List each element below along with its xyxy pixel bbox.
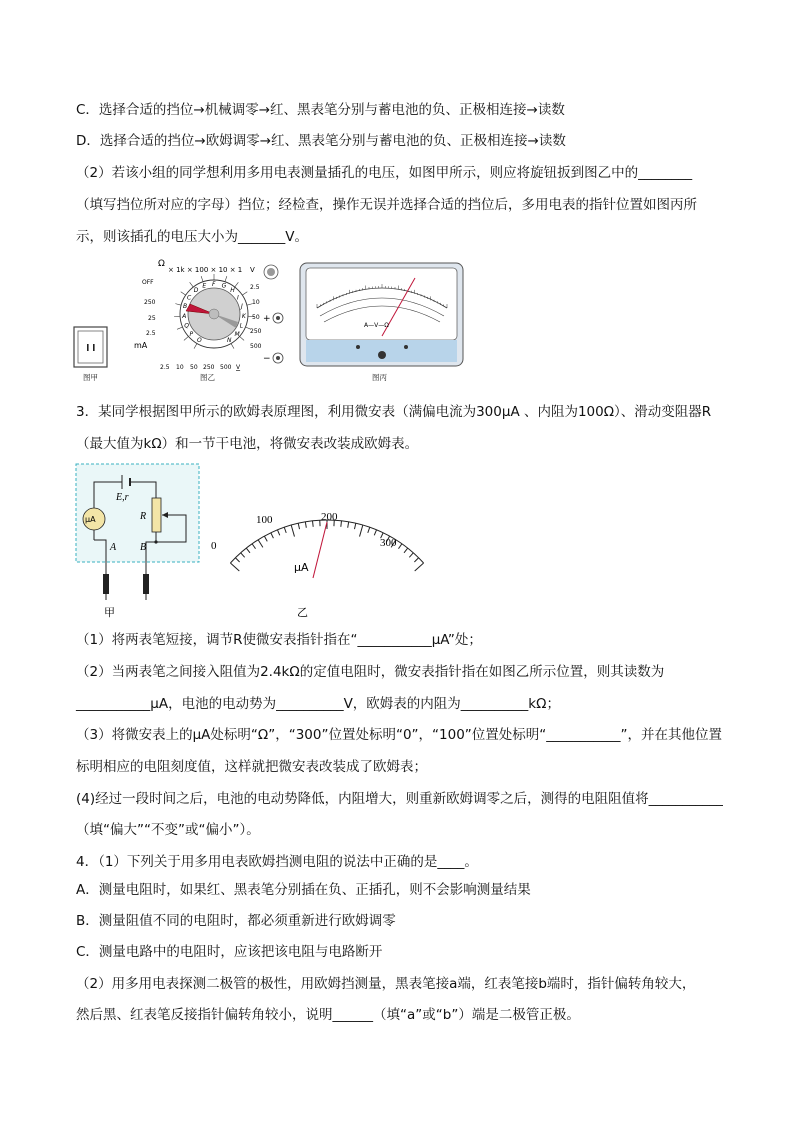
scale-tick xyxy=(298,523,299,529)
switch-letter: J xyxy=(240,303,243,311)
meter-text: A—V—Ω xyxy=(364,322,389,329)
option-d: D．选择合适的挡位→欧姆调零→红、黑表笔分别与蓄电池的负、正极相连接→读数 xyxy=(76,133,566,149)
scale-tick xyxy=(235,558,239,562)
switch-tick xyxy=(181,292,186,295)
switch-letter: E xyxy=(202,282,207,290)
ma-label: mA xyxy=(134,341,148,350)
switch-letter: O xyxy=(197,336,202,344)
switch-letter: L xyxy=(239,322,244,330)
switch-letter: A xyxy=(182,312,187,320)
scale-tick xyxy=(246,548,250,553)
q3-2-line2: ___________μA，电池的电动势为__________V，欧姆表的内阻为__________kΩ； xyxy=(76,696,560,712)
scale-tick xyxy=(360,525,363,537)
switch-letter: I xyxy=(236,294,239,302)
switch-tick xyxy=(184,336,189,340)
switch-letter: C xyxy=(187,294,192,302)
q2-line1: （2）若该小组的同学想利用多用电表测量插孔的电压，如图甲所示，则应将旋钮扳到图乙中的________ xyxy=(76,165,693,181)
left-2.5: 2.5 xyxy=(146,330,156,337)
switch-tick xyxy=(235,282,239,287)
scale-tick xyxy=(284,527,286,533)
scale-tick xyxy=(313,521,314,527)
switch-tick xyxy=(242,292,247,295)
right-10: 10 xyxy=(252,299,260,306)
switch-tick xyxy=(240,336,245,340)
switch-tick xyxy=(201,276,203,282)
socket-figure xyxy=(74,327,107,367)
right-500: 500 xyxy=(250,343,262,350)
omega-label: Ω xyxy=(158,259,165,269)
scale-tick xyxy=(368,527,370,533)
scale-tick xyxy=(409,553,413,557)
switch-letter: P xyxy=(189,330,194,338)
scale-0: 0 xyxy=(211,540,217,552)
scale-tick xyxy=(230,563,239,571)
bottom-50: 50 xyxy=(190,364,198,371)
r-label: R xyxy=(140,511,147,522)
scale-tick xyxy=(258,540,263,548)
top-scale: × 1k × 100 × 10 × 1 xyxy=(168,266,243,274)
scale-unit: μA xyxy=(294,561,309,574)
bottom-v: V xyxy=(236,364,241,371)
switch-letter: B xyxy=(183,303,188,311)
rotary-switch xyxy=(134,259,283,371)
scale-tick xyxy=(305,522,306,528)
meter-dial xyxy=(300,263,463,366)
scale-tick xyxy=(271,533,274,538)
figure-multimeter xyxy=(72,256,472,386)
scale-tick xyxy=(415,563,424,571)
q3-line2: （最大值为kΩ）和一节干电池，将微安表改装成欧姆表。 xyxy=(76,436,419,452)
scale-tick xyxy=(398,544,401,549)
q3-2-line1: （2）当两表笔之间接入阻值为2.4kΩ的定值电阻时，微安表指针指在如图乙所示位置，则其读数为 xyxy=(76,664,665,680)
caption-yi: 图乙 xyxy=(200,373,215,382)
scale-tick xyxy=(291,525,294,537)
bottom-250: 250 xyxy=(203,364,215,371)
scale-tick xyxy=(241,553,245,557)
q4-1: 4．（1）下列关于用多用电表欧姆挡测电阻的说法中正确的是____。 xyxy=(76,854,478,870)
q4-option-b: B．测量阻值不同的电阻时，都必须重新进行欧姆调零 xyxy=(76,913,396,929)
circuit-diagram xyxy=(76,464,199,600)
v-top: V xyxy=(250,266,255,274)
scale-tick xyxy=(252,544,255,549)
scale-tick xyxy=(404,548,408,553)
scale-tick xyxy=(414,558,418,562)
left-25: 25 xyxy=(148,315,156,322)
switch-letter: F xyxy=(212,281,216,288)
er-label: E,r xyxy=(116,492,129,503)
switch-letter: M xyxy=(234,330,240,338)
q3-line1: 3．某同学根据图甲所示的欧姆表原理图，利用微安表（满偏电流为300μA 、内阻为100Ω）、滑动变阻器R xyxy=(76,404,712,420)
q4-2-line1: （2）用多用电表探测二极管的极性，用欧姆挡测量，黑表笔接a端，红表笔接b端时，指针偏转角较大， xyxy=(76,976,696,992)
scale-tick xyxy=(341,521,342,527)
right-250: 250 xyxy=(250,328,262,335)
switch-tick xyxy=(225,276,227,282)
switch-letter: Q xyxy=(184,322,190,330)
figure-ohmmeter xyxy=(72,460,432,620)
scale-tick xyxy=(374,530,376,536)
switch-letter: H xyxy=(230,287,235,295)
microammeter-scale xyxy=(211,511,424,578)
option-c: C．选择合适的挡位→机械调零→红、黑表笔分别与蓄电池的负、正极相连接→读数 xyxy=(76,102,565,118)
q3-3-line2: 标明相应的电阻刻度值，这样就把微安表改装成了欧姆表； xyxy=(76,759,427,775)
switch-letter: G xyxy=(221,282,227,290)
q4-option-a: A．测量电阻时，如果红、黑表笔分别插在负、正插孔，则不会影响测量结果 xyxy=(76,882,531,898)
switch-tick xyxy=(194,343,197,348)
q4-option-c: C．测量电路中的电阻时，应该把该电阻与电路断开 xyxy=(76,944,383,960)
ua-meter-label: μA xyxy=(85,515,96,524)
scale-100: 100 xyxy=(256,514,273,526)
q3-1: （1）将两表笔短接，调节R使微安表指针指在“___________μA”处； xyxy=(76,632,482,648)
left-250: 250 xyxy=(144,299,156,306)
right-2.5: 2.5 xyxy=(250,284,260,291)
q3-4-line1: (4)经过一段时间之后，电池的电动势降低，内阻增大，则重新欧姆调零之后，测得的电阻阻值将___________ xyxy=(76,791,723,807)
caption-jia: 图甲 xyxy=(83,373,98,382)
scale-tick xyxy=(348,522,349,528)
switch-tick xyxy=(177,327,183,329)
caption-scale-yi: 乙 xyxy=(297,606,308,619)
switch-tick xyxy=(231,343,234,348)
scale-tick xyxy=(354,523,355,529)
scale-300: 300 xyxy=(380,537,397,549)
minus-sign: − xyxy=(263,354,271,364)
switch-letter: N xyxy=(227,336,232,344)
bottom-500: 500 xyxy=(220,364,232,371)
switch-letter: K xyxy=(241,312,246,320)
right-50: 50 xyxy=(252,314,260,321)
bottom-10: 10 xyxy=(176,364,184,371)
q3-4-line2: （填“偏大”“不变”或“偏小”）。 xyxy=(76,822,260,838)
q2-line3: 示，则该插孔的电压大小为_______V。 xyxy=(76,229,308,245)
terminal-b: B xyxy=(140,542,147,553)
plus-sign: + xyxy=(263,314,271,324)
q4-2-line2: 然后黑、红表笔反接指针偏转角较小，说明______（填“a”或“b”）端是二极管正极。 xyxy=(76,1007,580,1023)
q2-line2: （填写挡位所对应的字母）挡位；经检查，操作无误并选择合适的挡位后，多用电表的指针位置如图丙所 xyxy=(76,197,697,213)
switch-letter: D xyxy=(193,287,199,295)
left-off: OFF xyxy=(142,279,154,286)
scale-200: 200 xyxy=(321,511,338,523)
scale-tick xyxy=(264,536,267,541)
bottom-2.5: 2.5 xyxy=(160,364,170,371)
caption-bing: 图丙 xyxy=(372,373,387,382)
terminal-a: A xyxy=(110,542,117,553)
scale-tick xyxy=(277,530,279,536)
switch-tick xyxy=(175,304,181,306)
q3-3-line1: （3）将微安表上的μA处标明“Ω”，“300”位置处标明“0”，“100”位置处标明“___________”，并在其他位置 xyxy=(76,727,723,743)
caption-circuit-jia: 甲 xyxy=(104,606,115,619)
